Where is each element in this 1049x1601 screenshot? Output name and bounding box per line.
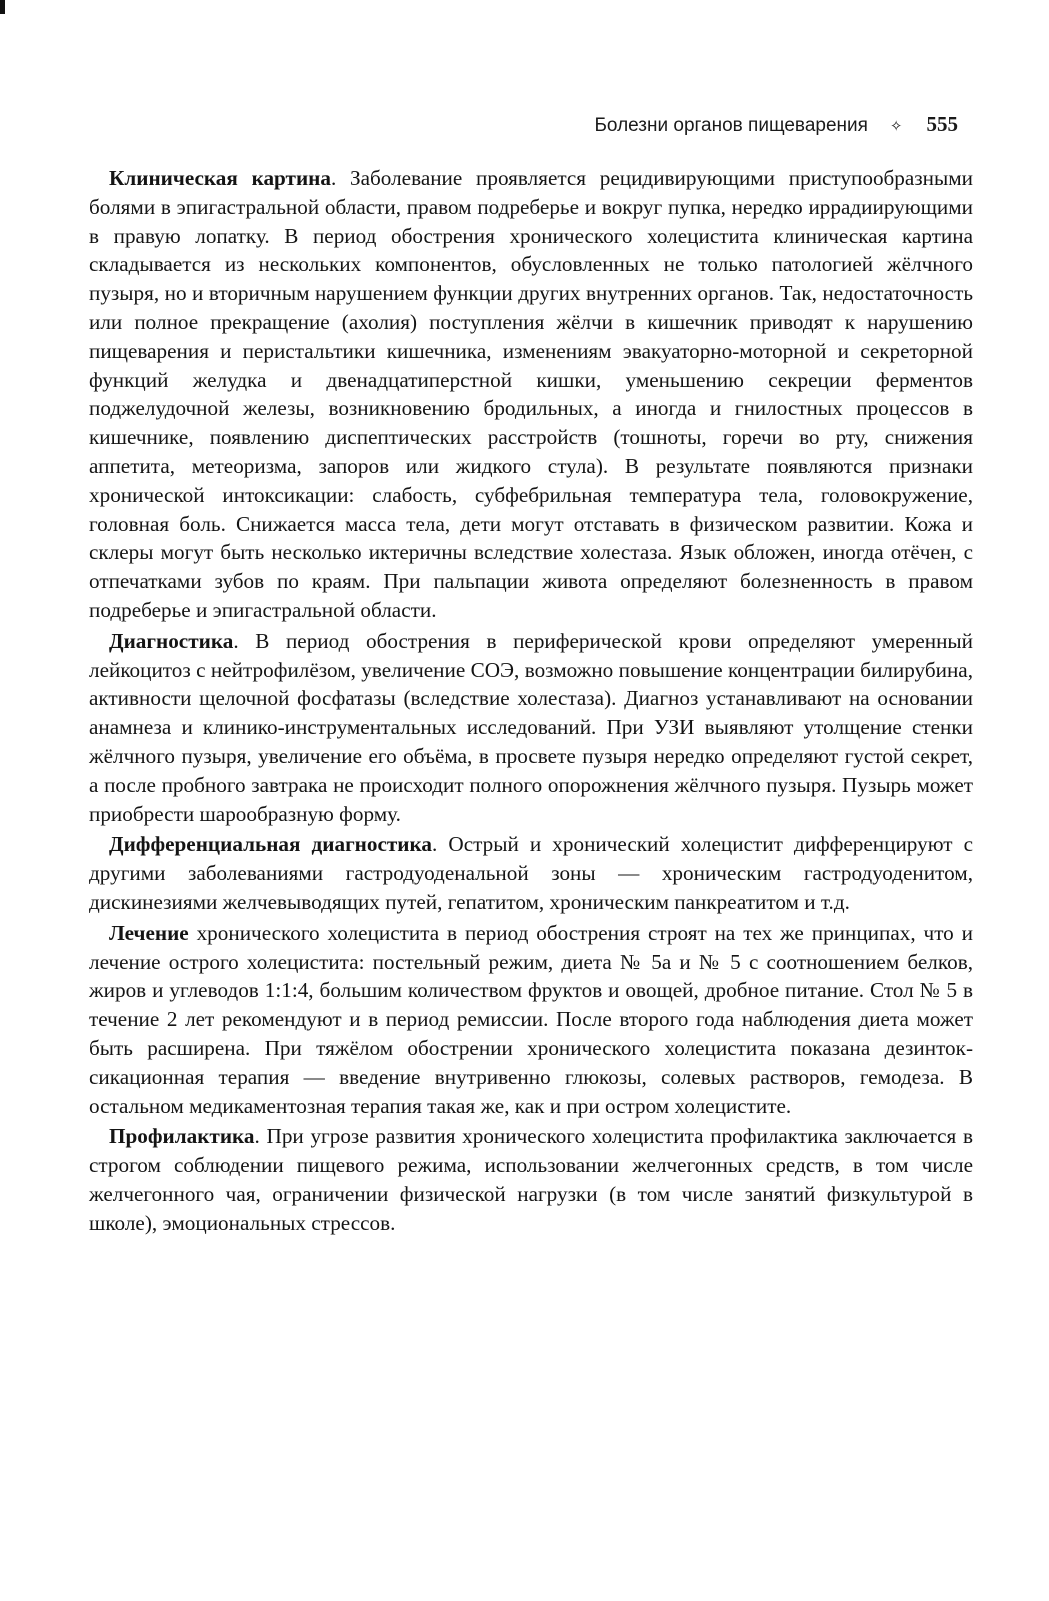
section-heading: Диагностика	[109, 628, 234, 653]
section-heading: Лечение	[109, 920, 189, 945]
section-heading: Дифференциальная диагностика	[109, 832, 432, 857]
paragraph-text: . При угрозе развития хронического холецистита профилактика заключается в строгом соблюдении пищевого режима, использовании желчегонных средств, в том числе желчегонного чая, ограничении физической нагрузки (в том числе занятий физкультурой в школе), эмоциональных стрессов.	[89, 1124, 973, 1235]
paragraph-text: . В период обострения в периферической крови определяют умеренный лейкоцитоз с нейтрофилёзом, увеличение СОЭ, возможно повышение концентрации билирубина, активности щелочной фосфатазы (вследствие холестаза). Диагноз устанавливают на основании анамнеза и клинико-инструментальных исследований. При УЗИ выявляют утолщение стенки жёлчного пузыря, увеличение его объёма, в просвете пузыря нередко определяют густой секрет, а после пробного завтрака не происходит полного опорожнения жёлчного пузыря. Пузырь может приобрести шарообразную форму.	[89, 628, 973, 826]
paragraph-diagnostics	[89, 627, 973, 829]
page-number: 555	[926, 112, 958, 136]
scan-edge-mark	[0, 0, 5, 14]
section-heading: Клиническая картина	[109, 166, 331, 190]
paragraph-treatment	[89, 919, 973, 1121]
paragraph-text: . Острый и хронический холецистит дифференцируют с другими заболеваниями гастродуоденальной зоны — хроническим гастродуоденитом, дискинезиями желчевыводящих путей, гепатитом, хроническим панкреатитом и т.д.	[89, 832, 974, 914]
running-header	[594, 112, 958, 137]
paragraph-text: хронического холецистита в период обострения строят на тех же принципах, что и лечение острого холецистита: постельный режим, диета № 5а и № 5 с соотношением белков, жиров и углеводов 1:1:4, большим количеством фруктов и овощей, дробное питание. Стол № 5 в течение 2 лет рекомендуют и в период ремиссии. После второго года наблюдения диета может быть расширена. При тяжёлом обострении хронического холецистита показана дезинтоксикационная терапия — введение внутривенно глюкозы, солевых растворов, гемодеза. В остальном медикаментозная терапия такая же, как и при остром холецистите.	[89, 920, 973, 1118]
paragraph-clinical-picture	[89, 164, 973, 625]
diamond-ornament-icon: ✧	[889, 118, 903, 135]
section-heading: Профилактика	[109, 1124, 255, 1149]
paragraph-prevention	[89, 1122, 973, 1237]
body-text	[89, 164, 973, 1237]
paragraph-differential-diagnosis	[89, 830, 973, 916]
chapter-title: Болезни органов пищеварения	[594, 115, 868, 136]
paragraph-text: . Заболевание проявляется рецидивирующими приступообразными болями в эпигастральной области, правом подреберье и вокруг пупка, нередко иррадиирующими в правую лопатку. В период обострения хронического холецистита клиническая картина складывается из нескольких компонентов, обусловленных не только патологией жёлчного пузыря, но и вторичным нарушением функции других внутренних органов. Так, недостаточность или полное прекращение (ахолия) поступления жёлчи в кишечник приводят к нарушению пищеварения и перистальтики кишечника, изменениям эвакуаторно-моторной и секреторной функций желудка и двенадцатиперстной кишки, уменьшению секреции ферментов поджелудочной железы, возникновению бродильных, а иногда и гнилостных процессов в кишечнике, появлению диспептических расстройств (тошноты, горечи во рту, снижения аппетита, метеоризма, запоров или жидкого стула). В результате появляются признаки хронической интоксикации: слабость, субфебрильная температура тела, головокружение, головная боль. Снижается масса тела, дети могут отставать в физическом развитии. Кожа и склеры могут быть несколько иктеричны вследствие холестаза. Язык обложен, иногда отёчен, с отпечатками зубов по краям. При пальпации живота определяют болезненность в правом подреберье и эпигастральной области.	[89, 166, 973, 622]
